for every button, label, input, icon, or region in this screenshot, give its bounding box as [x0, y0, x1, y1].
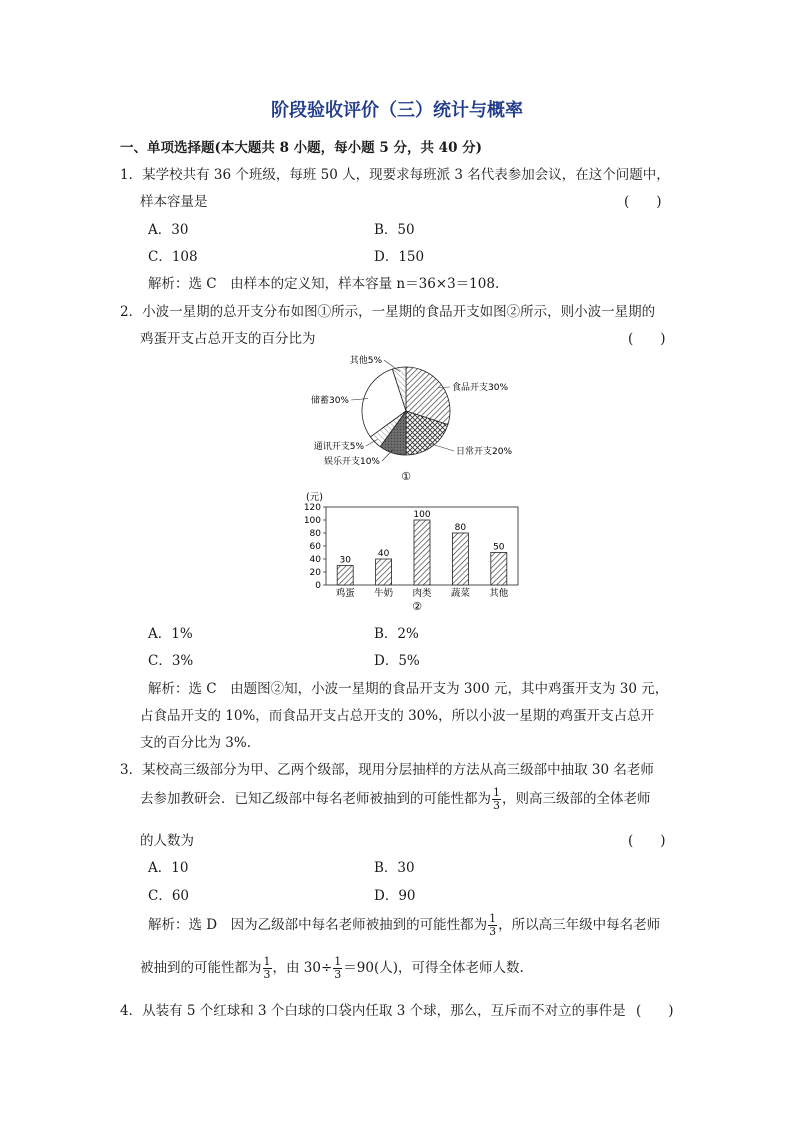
bar-category-label: 其他 [489, 588, 509, 599]
q2-option-a: A．1% [148, 626, 193, 642]
pie-slice-label: 储蓄30% [310, 396, 349, 406]
q3-analysis-text-a: 解析：选 D 因为乙级部中每名老师被抽到的可能性都为 [148, 917, 488, 933]
bar-mark [452, 533, 468, 585]
bar-value-label: 40 [377, 549, 390, 559]
q3-analysis-text-e: ＝90(人)，可得全体老师人数. [343, 960, 524, 976]
bar-y-tick-label: 80 [309, 529, 321, 539]
q3-analysis-text-b: ，所以高三年级中每名老师 [498, 917, 661, 933]
bar-value-label: 50 [493, 542, 505, 553]
q4-answer-paren: ( ) [636, 1003, 674, 1019]
bar-y-tick-label: 120 [303, 503, 321, 513]
q3-analysis-line1 [148, 913, 660, 938]
q2-stem-line1: 2．小波一星期的总开支分布如图①所示，一星期的食品开支如图②所示，则小波一星期的 [120, 304, 656, 320]
bar-value-label: 80 [454, 523, 467, 533]
pie-slice-label: 其他5% [349, 356, 382, 366]
pie-slice-label: 食品开支30% [452, 383, 509, 393]
fraction-denominator: 3 [489, 925, 497, 938]
q1-stem-line1: 1．某学校共有 36 个班级，每班 50 人，现要求每班派 3 名代表参加会议，在这个问题中， [120, 167, 670, 183]
bar-y-tick-label: 20 [309, 568, 321, 578]
bar-mark [491, 553, 507, 586]
bar-value-label: 100 [413, 510, 431, 520]
bar-y-tick-label: 100 [303, 516, 321, 526]
bar-y-unit-label: (元) [306, 492, 323, 503]
q1-stem-line2: 样本容量是 [140, 194, 208, 210]
q3-stem-line1: 3．某校高三级部分为甲、乙两个级部，现用分层抽样的方法从高三级部中抽取 30 名老师 [120, 762, 654, 778]
bar-mark [414, 520, 430, 585]
fraction-numerator: 1 [334, 955, 342, 968]
q3-answer-paren: ( ) [628, 833, 666, 849]
fraction-numerator: 1 [263, 955, 271, 968]
fraction-numerator: 1 [493, 786, 500, 799]
q2-analysis-line2: 占食品开支的 10%，而食品开支占总开支的 30%，所以小波一星期的鸡蛋开支占总开 [140, 708, 655, 724]
pie-caption: ① [401, 470, 411, 483]
bar-y-tick-label: 60 [309, 542, 321, 552]
fraction-denominator: 3 [263, 968, 271, 981]
pie-slice-label: 日常开支20% [456, 447, 513, 457]
q3-stem-line2 [140, 787, 651, 812]
q3-option-b: B．30 [374, 860, 415, 876]
pie-slice-label: 通讯开支5% [313, 442, 364, 452]
q3-option-a: A．10 [148, 860, 189, 876]
q1-option-a: A．30 [148, 222, 189, 238]
fraction-numerator: 1 [489, 912, 497, 925]
bar-chart-food-spending [300, 487, 525, 615]
bar-caption: ② [412, 600, 422, 613]
page-title: 阶段验收评价（三）统计与概率 [271, 100, 523, 121]
q1-option-c: C．108 [148, 249, 198, 265]
bar-mark [337, 566, 353, 586]
q1-answer-paren: ( ) [624, 194, 662, 210]
bar-category-label: 牛奶 [374, 588, 394, 599]
bar-category-label: 蔬菜 [450, 588, 470, 599]
q1-option-b: B．50 [374, 222, 415, 238]
fraction-denominator: 3 [334, 968, 342, 981]
q3-option-d: D．90 [374, 888, 416, 904]
q3-stem-line2-text-a: 去参加教研会．已知乙级部中每名老师被抽到的可能性都为 [140, 791, 491, 807]
q2-analysis-line1: 解析：选 C 由题图②知，小波一星期的食品开支为 300 元，其中鸡蛋开支为 30 元， [148, 681, 669, 697]
q3-option-c: C．60 [148, 888, 190, 904]
q3-analysis-line2 [140, 956, 524, 981]
bar-category-label: 鸡蛋 [335, 588, 355, 599]
q1-analysis: 解析：选 C 由样本的定义知，样本容量 n＝36×3＝108. [148, 276, 500, 292]
q3-analysis-text-c: 被抽到的可能性都为 [140, 960, 262, 976]
section-heading: 一、单项选择题(本大题共 8 小题，每小题 5 分，共 40 分) [120, 140, 483, 156]
bar-y-tick-label: 0 [315, 581, 321, 591]
bar-value-label: 30 [339, 555, 351, 566]
fraction-one-third [333, 956, 342, 981]
q1-option-d: D．150 [374, 249, 425, 265]
fraction-denominator: 3 [493, 799, 500, 812]
bar-y-tick-label: 40 [309, 555, 321, 565]
q4-stem-line1: 4．从装有 5 个红球和 3 个白球的口袋内任取 3 个球，那么，互斥而不对立的事件是 [120, 1003, 626, 1019]
q2-stem-line2: 鸡蛋开支占总开支的百分比为 [140, 331, 316, 347]
bar-category-label: 肉类 [412, 588, 432, 599]
q3-stem-line3: 的人数为 [140, 833, 194, 849]
q3-analysis-text-d: ，由 30÷ [272, 960, 333, 976]
fraction-one-third [488, 913, 497, 938]
fraction-one-third [492, 787, 501, 812]
q2-option-d: D．5% [374, 653, 420, 669]
q2-option-b: B．2% [374, 626, 419, 642]
pie-chart-total-spending [300, 350, 530, 485]
pie-slice-label: 娱乐开支10% [323, 457, 380, 467]
q3-stem-line2-text-b: ，则高三级部的全体老师 [502, 791, 651, 807]
q2-option-c: C．3% [148, 653, 194, 669]
pie-leader-line [430, 443, 455, 451]
q2-answer-paren: ( ) [628, 331, 666, 347]
q2-analysis-line3: 支的百分比为 3%. [140, 735, 251, 751]
fraction-one-third [263, 956, 272, 981]
bar-mark [376, 559, 392, 585]
